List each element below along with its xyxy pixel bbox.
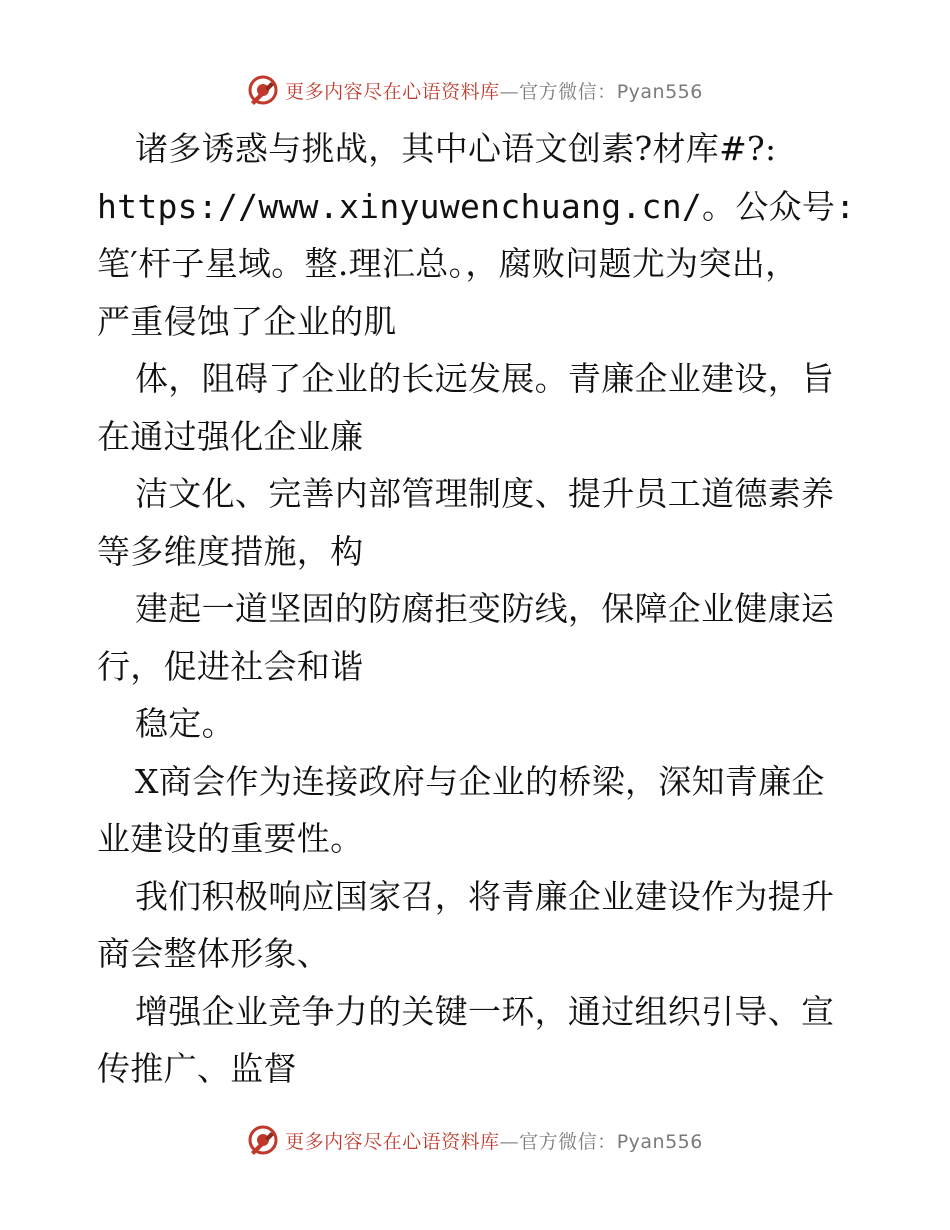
banner-site: 更多内容尽在心语资料库 [285,1130,500,1153]
text-line-url: https://www.xinyuwenchuang.cn/。公众号: [97,186,856,226]
banner-site: 更多内容尽在心语资料库 [285,80,500,103]
banner-wechat-label: 官方微信： [519,1130,617,1153]
banner-wechat-id: Pyan556 [616,80,703,103]
text-line: 我们积极响应国家召，将青廉企业建设作为提升 [135,876,835,916]
text-line: 笔′杆子星域。整.理汇总。，腐败问题尤为突出， [97,244,799,283]
text-line: 商会整体形象、 [97,934,331,973]
text-line: 传推广、监督 [97,1049,297,1088]
text-line: 等多维度措施，构 [97,531,364,571]
header-banner [0,70,950,110]
text-line: 稳定。 [135,704,235,743]
text-line: 体，阻碍了企业的长远发展。青廉企业建设，旨 [135,359,835,398]
banner-separator: — [499,1130,520,1153]
document-body [97,120,857,1098]
text-line: 严重侵蚀了企业的肌 [97,301,397,341]
banner-text [285,77,703,104]
text-line: 增强企业竞争力的关键一环，通过组织引导、宣 [135,991,835,1031]
pen-circle-logo-icon [247,74,279,106]
banner-wechat-label: 官方微信： [519,80,617,103]
text-line: 洁文化、完善内部管理制度、提升员工道德素养 [135,474,835,513]
text-line: 行，促进社会和谐 [97,646,364,686]
banner-separator: — [499,80,520,103]
text-line: X商会作为连接政府与企业的桥梁，深知青廉企 [135,761,825,801]
text-line: 在通过强化企业廉 [97,416,364,456]
banner-wechat-id: Pyan556 [616,1130,703,1153]
text-line: 业建设的重要性。 [97,819,364,858]
footer-banner [0,1120,950,1160]
text-line: 诸多诱惑与挑战，其中心语文创素?材库#?: [135,129,777,168]
text-line: 建起一道坚固的防腐拒变防线，保障企业健康运 [135,589,835,628]
banner-text [285,1127,703,1154]
pen-circle-logo-icon [247,1124,279,1156]
